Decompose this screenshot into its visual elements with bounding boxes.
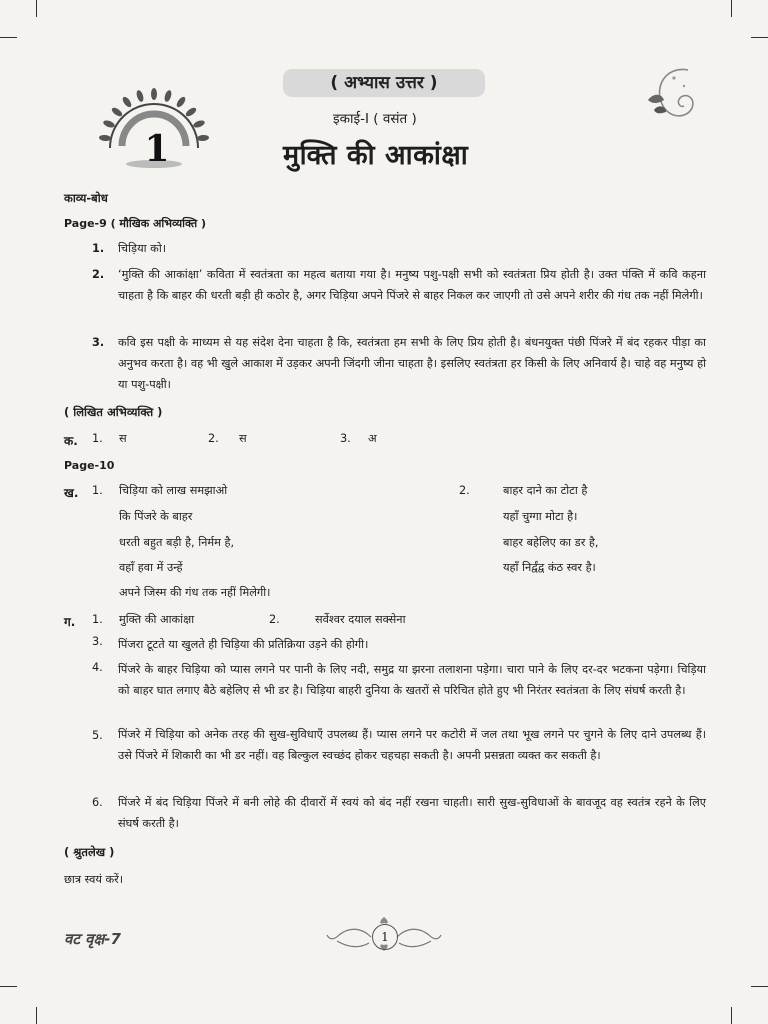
item-number: 1. xyxy=(92,613,103,626)
chapter-title: मुक्ति की आकांक्षा xyxy=(283,140,469,171)
crop-mark xyxy=(36,0,37,17)
crop-mark xyxy=(731,1007,732,1024)
crop-mark xyxy=(731,0,732,17)
section-heading-kavya-bodh: काव्य-बोध xyxy=(64,191,108,205)
item-number: 2. xyxy=(459,484,470,497)
item-number: 1. xyxy=(92,242,105,255)
poem-line: वहाँ हवा में उन्हें xyxy=(119,561,183,574)
answer-text: स xyxy=(239,432,247,445)
item-number: 2. xyxy=(208,432,219,445)
answer-text: अ xyxy=(368,432,377,445)
book-name-footer: वट वृक्ष-7 xyxy=(64,930,121,948)
poem-line: बाहर दाने का टोटा है xyxy=(503,484,588,497)
crop-mark xyxy=(0,986,17,987)
item-number: 3. xyxy=(340,432,351,445)
crop-mark xyxy=(0,37,17,38)
answer-text: चिड़िया को। xyxy=(118,242,167,255)
poem-line: यहाँ निर्द्वंद्व कंठ स्वर है। xyxy=(503,561,596,574)
subsection-letter: क. xyxy=(64,434,78,448)
section-heading-likhit: ( लिखित अभिव्यक्ति ) xyxy=(64,405,163,419)
item-number: 3. xyxy=(92,635,103,648)
crop-mark xyxy=(751,37,768,38)
section-heading-shrutlekh: ( श्रुतलेख ) xyxy=(64,845,115,859)
page9-heading: Page-9 ( मौखिक अभिव्यक्ति ) xyxy=(64,217,206,230)
crop-mark xyxy=(751,986,768,987)
answer-text: पिंजरे में चिड़िया को अनेक तरह की सुख-सुविधाएँ उपलब्ध हैं। प्यास लगने पर कटोरी में जल तथा भूख लगने पर चुगने के लिए दाने उपलब्ध हैं। उसे पिंजरे में शिकारी का भी डर नहीं। वह बिल्कुल स्वच्छंद होकर चहचहा सकती है। अपनी प्रसन्नता व्यक्त कर सकती है। xyxy=(118,728,706,762)
answer-text: कवि इस पक्षी के माध्यम से यह संदेश देना चाहता है कि, स्वतंत्रता हम सभी के लिए प्रिय होती है। बंधनयुक्त पंछी पिंजरे में बंद रहकर पीड़ा का अनुभव करता है। वह भी खुले आकाश में उड़कर अपनी जिंदगी जीना चाहता है। इसलिए स्वतंत्रता हर किसी के लिए अनिवार्य है। चाहे वह मनुष्य हो या पशु-पक्षी। xyxy=(118,336,706,391)
answer-text: पिंजरे के बाहर चिड़िया को प्यास लगने पर पानी के लिए नदी, समुद्र या झरना तलाशना पड़ेगा। चारा पाने के लिए दर-दर भटकना पड़ेगा। चिड़िया को बाहर घात लगाए बैठे बहेलिए से भी डर है। चिड़िया बाहरी दुनिया के खतरों से परिचित होते हुए भी निरंतर स्वतंत्रता के लिए संघर्ष करती है। xyxy=(118,663,706,697)
poem-line: धरती बहुत बड़ी है, निर्मम है, xyxy=(119,536,235,549)
answer-text: मुक्ति की आकांक्षा xyxy=(119,613,195,626)
chapter-number: 1 xyxy=(144,128,170,170)
item-number: 3. xyxy=(92,336,105,349)
answer-text: पिंजरे में बंद चिड़िया पिंजरे में बनी लोहे की दीवारों में स्वयं को बंद नहीं रखना चाहती। सारी सुख-सुविधाओं के बावजूद वह स्वतंत्र रहने के लिए संघर्ष करती है। xyxy=(118,796,706,830)
answer-text: सर्वेश्वर दयाल सक्सेना xyxy=(315,613,406,626)
subsection-letter: ख. xyxy=(64,486,79,500)
poem-line: अपने जिस्म की गंध तक नहीं मिलेगी। xyxy=(119,586,271,599)
answer-text: पिंजरा टूटते या खुलते ही चिड़िया की प्रतिक्रिया उड़ने की होगी। xyxy=(118,638,369,651)
page-number: 1 xyxy=(372,924,398,950)
subsection-letter: ग. xyxy=(64,615,76,629)
poem-line: चिड़िया को लाख समझाओ xyxy=(119,484,228,497)
item-number: 2. xyxy=(269,613,280,626)
unit-label: इकाई-I ( वसंत ) xyxy=(333,111,417,127)
item-number: 4. xyxy=(92,661,103,674)
answer-text: स xyxy=(119,432,127,445)
item-number: 5. xyxy=(92,729,103,742)
poem-line: बाहर बहेलिए का डर है, xyxy=(503,536,599,549)
page10-heading: Page-10 xyxy=(64,459,115,472)
item-number: 1. xyxy=(92,484,103,497)
answer-text: ‘मुक्ति की आकांक्षा’ कविता में स्वतंत्रता का महत्व बताया गया है। मनुष्य पशु-पक्षी सभी को स्वतंत्रता प्रिय होती है। उक्त पंक्ति में कवि कहना चाहता है कि बाहर की धरती बड़ी ही कठोर है, अगर चिड़िया अपने पिंजरे से बाहर निकल कर जाएगी तो उसे अपने शरीर की गंध तक नहीं मिलेगी। xyxy=(118,268,706,302)
item-number: 6. xyxy=(92,796,103,809)
item-number: 1. xyxy=(92,432,103,445)
swirl-ornament-icon xyxy=(640,66,700,128)
exercise-answers-banner: ( अभ्यास उत्तर ) xyxy=(283,69,485,97)
poem-line: कि पिंजरे के बाहर xyxy=(119,510,193,523)
poem-line: यहाँ चुग्गा मोटा है। xyxy=(503,510,578,523)
item-number: 2. xyxy=(92,268,105,281)
crop-mark xyxy=(36,1007,37,1024)
answer-text: छात्र स्वयं करें। xyxy=(64,873,124,886)
